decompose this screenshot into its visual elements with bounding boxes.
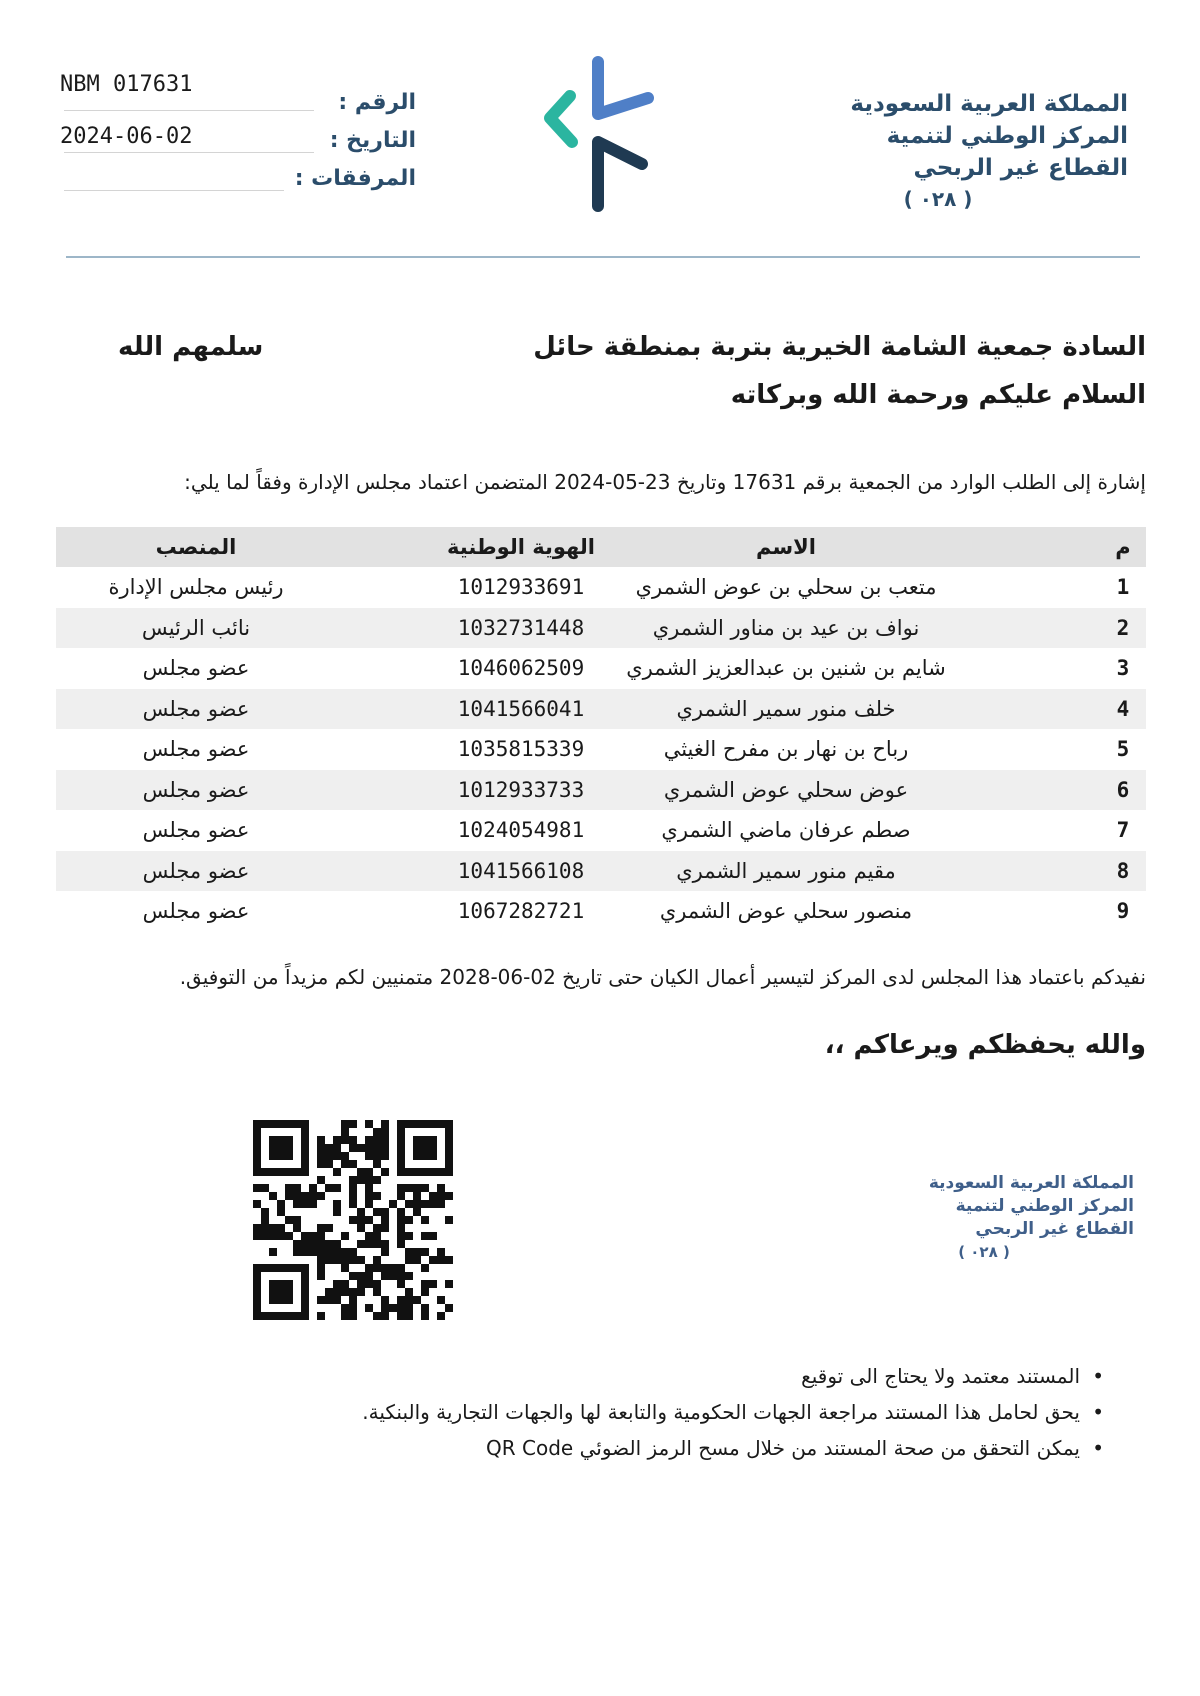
table-row: [56, 689, 1146, 730]
table-row: [56, 891, 1146, 932]
row-num: 3: [1116, 656, 1130, 681]
reference-number-line: [64, 110, 314, 111]
date-line: [64, 152, 314, 153]
row-id: 1035815339: [457, 737, 585, 762]
row-num: 4: [1116, 696, 1130, 721]
closing-statement: نفيدكم باعتماد هذا المجلس لدى المركز لتيسير أعمال الكيان حتى تاريخ 02-06-2028 متمنيين لكم مزيداً من التوفيق.: [179, 965, 1146, 989]
row-role: نائب الرئيس: [141, 615, 251, 640]
sign-off: والله يحفظكم ويرعاكم ،،: [824, 1030, 1146, 1060]
row-num: 6: [1116, 777, 1130, 802]
date-value: 2024-06-02: [60, 124, 193, 149]
row-name: نواف بن عيد بن مناور الشمري: [652, 615, 920, 640]
org-line-center: المركز الوطني لتنمية: [886, 123, 1128, 149]
row-id: 1041566041: [457, 696, 585, 721]
row-num: 9: [1116, 899, 1130, 924]
reference-block: [56, 64, 416, 204]
stamp-line-center: المركز الوطني لتنمية: [955, 1196, 1134, 1216]
note-item: • يحق لحامل هذا المستند مراجعة الجهات الحكومية والتابعة لها والجهات التجارية والبنكية.: [204, 1394, 1104, 1430]
organization-name: [808, 88, 1128, 214]
row-id: 1032731448: [457, 615, 585, 640]
org-line-sector: القطاع غير الربحي: [913, 155, 1128, 181]
row-id: 1067282721: [457, 899, 585, 924]
table-row: [56, 608, 1146, 649]
row-role: عضو مجلس: [142, 737, 250, 762]
notes-list: [204, 1358, 1104, 1466]
attachments-line: [64, 190, 284, 191]
row-role: عضو مجلس: [142, 858, 250, 883]
row-id: 1046062509: [457, 656, 585, 681]
row-name: صطم عرفان ماضي الشمري: [661, 818, 911, 843]
row-id: 1012933733: [457, 777, 585, 802]
table-row: [56, 810, 1146, 851]
table-row: [56, 729, 1146, 770]
row-num: 2: [1116, 615, 1130, 640]
org-line-country: المملكة العربية السعودية: [850, 91, 1128, 117]
table-row: [56, 567, 1146, 608]
row-role: عضو مجلس: [142, 777, 250, 802]
header-role: المنصب: [155, 535, 237, 559]
reference-number-label: الرقم :: [338, 90, 416, 115]
addressee-line: السادة جمعية الشامة الخيرية بتربة بمنطقة حائل: [533, 332, 1146, 362]
row-id: 1041566108: [457, 858, 585, 883]
table-row: [56, 770, 1146, 811]
org-stamp: [874, 1172, 1134, 1263]
intro-paragraph: إشارة إلى الطلب الوارد من الجمعية برقم 17631 وتاريخ 23-05-2024 المتضمن اعتماد مجلس الإدارة وفقاً لما يلي:: [184, 470, 1146, 494]
greeting: السلام عليكم ورحمة الله وبركاته: [730, 380, 1146, 410]
header-num: م: [1115, 535, 1131, 559]
stamp-line-country: المملكة العربية السعودية: [928, 1173, 1134, 1193]
row-role: رئيس مجلس الإدارة: [108, 575, 284, 600]
row-id: 1024054981: [457, 818, 585, 843]
center-logo-icon: [530, 56, 670, 216]
row-role: عضو مجلس: [142, 696, 250, 721]
row-num: 1: [1116, 575, 1130, 600]
note-item: • يمكن التحقق من صحة المستند من خلال مسح الرمز الضوئي QR Code: [204, 1430, 1104, 1466]
header-name: الاسم: [756, 535, 816, 559]
attachments-label: المرفقات :: [294, 166, 416, 191]
row-num: 7: [1116, 818, 1130, 843]
row-name: رباح بن نهار بن مفرح الغيثي: [663, 737, 909, 762]
addressee-salutation: سلمهم الله: [118, 332, 264, 362]
row-name: شايم بن شنين بن عبدالعزيز الشمري: [626, 656, 946, 681]
table-row: [56, 648, 1146, 689]
row-id: 1012933691: [457, 575, 585, 600]
note-item: • المستند معتمد ولا يحتاج الى توقيع: [204, 1358, 1104, 1394]
row-name: منصور سحلي عوض الشمري: [659, 899, 913, 924]
stamp-line-sector: القطاع غير الربحي: [975, 1219, 1134, 1239]
org-line-code: ( ٠٢٨ ): [903, 187, 973, 211]
row-name: متعب بن سحلي بن عوض الشمري: [635, 575, 937, 600]
table-header-row: [56, 527, 1146, 567]
reference-number-value: NBM 017631: [60, 72, 193, 97]
stamp-line-code: ( ٠٢٨ ): [958, 1243, 1010, 1261]
row-num: 5: [1116, 737, 1130, 762]
row-role: عضو مجلس: [142, 818, 250, 843]
row-num: 8: [1116, 858, 1130, 883]
header-divider: [66, 256, 1140, 258]
row-name: خلف منور سمير الشمري: [676, 696, 896, 721]
row-role: عضو مجلس: [142, 656, 250, 681]
qr-code-icon: [253, 1120, 453, 1320]
row-name: مقيم منور سمير الشمري: [676, 858, 896, 883]
board-members-table: [56, 527, 1146, 932]
date-label: التاريخ :: [329, 128, 416, 153]
header-id: الهوية الوطنية: [447, 535, 595, 559]
table-row: [56, 851, 1146, 892]
row-role: عضو مجلس: [142, 899, 250, 924]
row-name: عوض سحلي عوض الشمري: [663, 777, 909, 802]
